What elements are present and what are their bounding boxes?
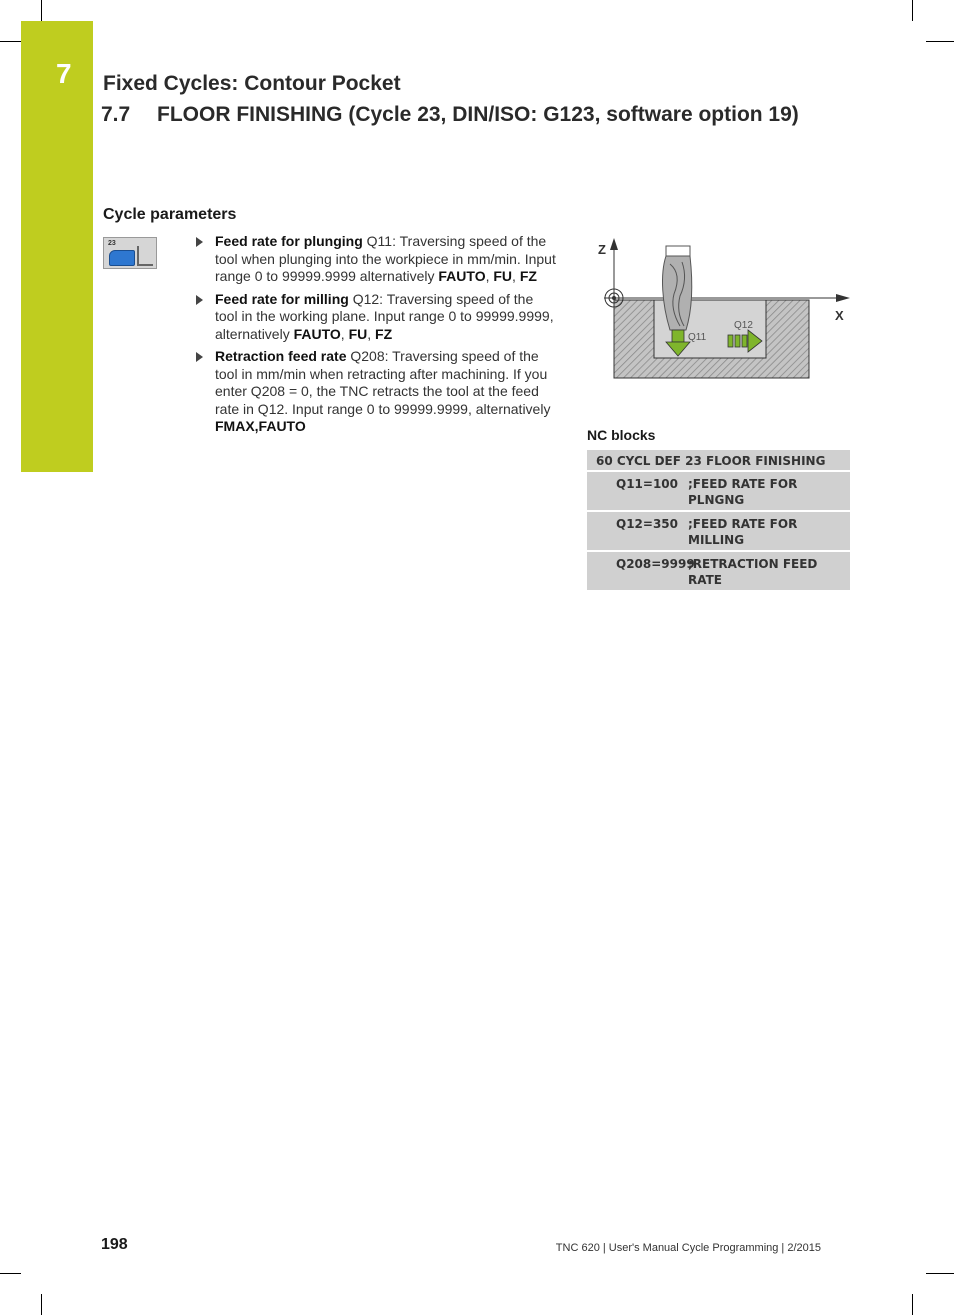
axis-x-label: X xyxy=(835,308,844,323)
param-option: FAUTO xyxy=(438,268,486,284)
page-number: 198 xyxy=(101,1236,128,1253)
nc-header-row: 60 CYCL DEF 23 FLOOR FINISHING xyxy=(587,450,850,472)
param-description: Q208: Traversing speed of the tool in mm/min when retracting after machining. If you enter Q208 = 0, the TNC retracts the tool at the feed rate in Q12. Input range 0 to 99999.9999, alternatively xyxy=(215,348,551,417)
axis-z-label: Z xyxy=(598,242,606,257)
floor-finishing-diagram xyxy=(590,234,852,384)
tool-icon xyxy=(137,246,153,266)
bullet-arrow-icon xyxy=(196,352,203,362)
label-q11: Q11 xyxy=(688,332,707,343)
param-option: FMAX,FAUTO xyxy=(215,418,306,434)
param-option: FU xyxy=(493,268,513,284)
param-q11: Feed rate for plunging Q11: Traversing speed of the tool when plunging into the workpiece in mm/min. Input range 0 to 99999.9999 alternatively FAUTO, FU, FZ xyxy=(196,233,556,286)
param-option: FZ xyxy=(519,268,537,284)
param-name: Retraction feed rate xyxy=(215,348,347,364)
cycle-23-softkey-icon xyxy=(103,237,157,269)
bullet-arrow-icon xyxy=(196,295,203,305)
crop-mark xyxy=(41,0,42,21)
cycle-parameters-heading: Cycle parameters xyxy=(103,206,237,223)
crop-mark xyxy=(0,41,21,42)
chapter-title: Fixed Cycles: Contour Pocket xyxy=(103,72,401,95)
nc-row xyxy=(587,472,850,512)
nc-comment: ;FEED RATE FOR PLNGNG xyxy=(688,477,798,507)
nc-code: Q11=100 xyxy=(616,477,679,491)
param-q12: Feed rate for milling Q12: Traversing speed of the tool in the working plane. Input range 0 to 99999.9999, alternatively FAUTO, FU, FZ xyxy=(196,291,556,344)
nc-code: Q12=350 xyxy=(616,517,679,531)
nc-row xyxy=(587,512,850,552)
nc-code: Q208=9999 xyxy=(616,557,695,571)
nc-comment: ;FEED RATE FOR MILLING xyxy=(688,517,798,547)
tool-flutes xyxy=(663,256,692,330)
parameter-list xyxy=(196,233,556,441)
crop-mark xyxy=(912,1294,913,1315)
chapter-number: 7 xyxy=(56,58,72,89)
param-description: Q11: Traversing speed of the tool when plunging into the workpiece in mm/min. Input range 0 to 99999.9999 alternatively xyxy=(215,233,556,284)
nc-blocks-table xyxy=(587,450,850,592)
section-title: FLOOR FINISHING (Cycle 23, DIN/ISO: G123, software option 19) xyxy=(157,103,799,126)
crop-mark xyxy=(926,1273,954,1274)
crop-mark xyxy=(912,0,913,21)
section-number: 7.7 xyxy=(101,103,131,126)
param-q208 xyxy=(196,348,556,436)
footer-text: TNC 620 | User's Manual Cycle Programming | 2/2015 xyxy=(555,1242,821,1254)
nc-comment: ;RETRACTION FEED RATE xyxy=(688,557,818,587)
param-option: FU xyxy=(348,325,368,342)
bullet-arrow-icon xyxy=(196,237,203,247)
param-name: Feed rate for milling xyxy=(215,290,349,307)
label-q12: Q12 xyxy=(734,320,753,331)
pocket-shape-icon xyxy=(109,250,135,266)
param-option: FZ xyxy=(375,325,393,342)
param-option: FAUTO xyxy=(293,325,341,342)
crop-mark xyxy=(0,1273,21,1274)
crop-mark xyxy=(41,1294,42,1315)
nc-blocks-heading: NC blocks xyxy=(587,427,656,443)
param-name: Feed rate for plunging xyxy=(215,233,363,249)
softkey-number: 23 xyxy=(108,240,116,247)
crop-mark xyxy=(926,41,954,42)
param-description: Q12: Traversing speed of the tool in the working plane. Input range 0 to 99999.9999, alternatively xyxy=(215,290,554,342)
nc-row xyxy=(587,552,850,592)
